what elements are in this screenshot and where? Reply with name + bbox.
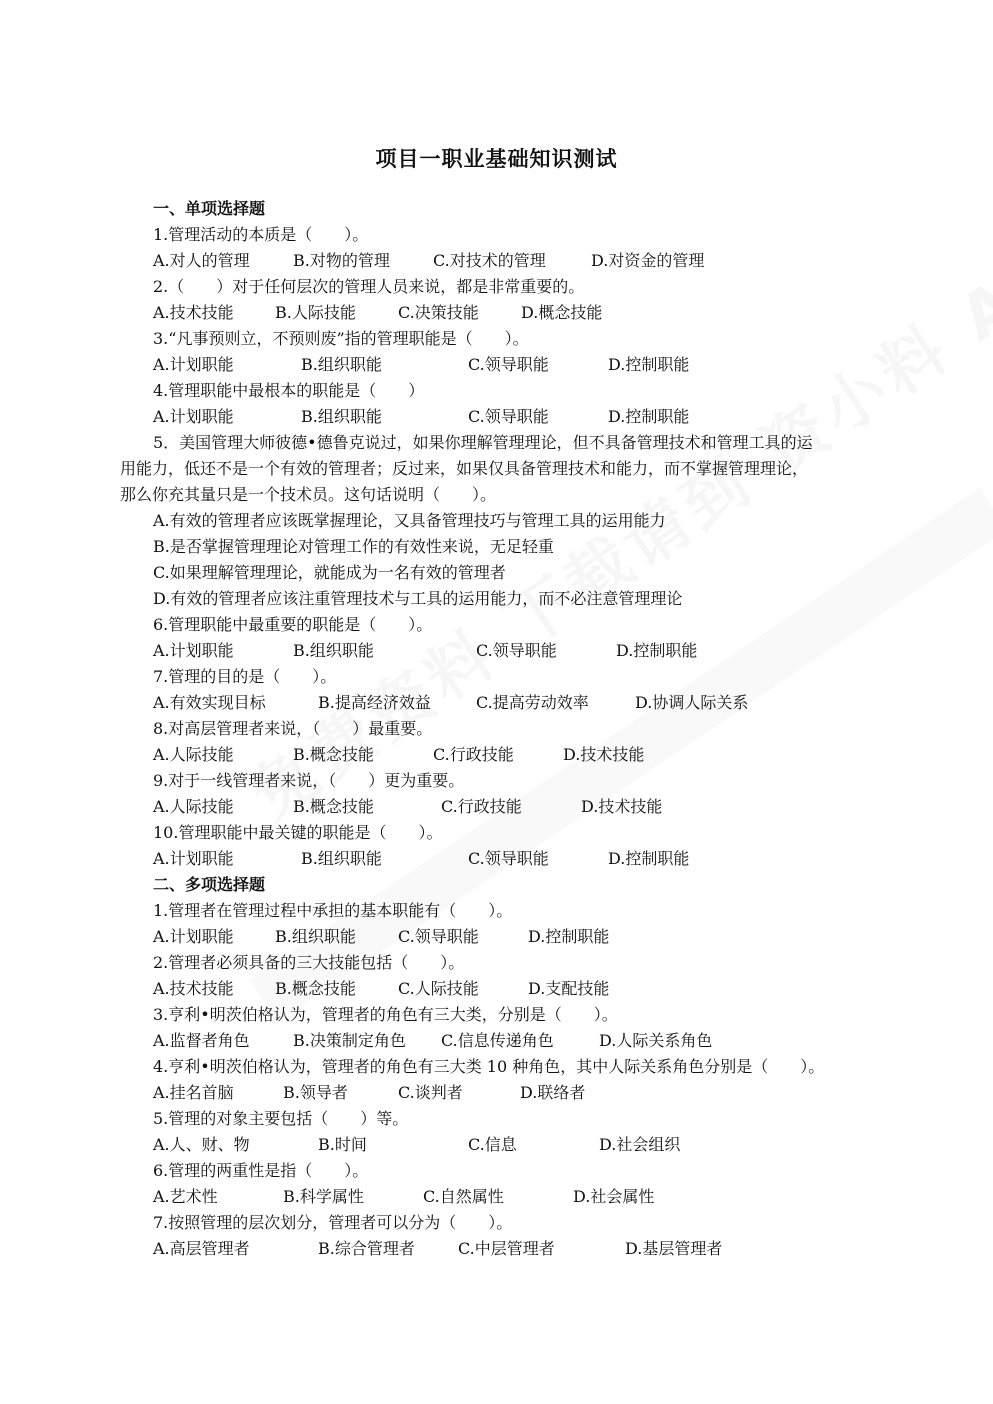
option: B.概念技能 xyxy=(275,979,356,998)
question-m1: 1.管理者在管理过程中承担的基本职能有（ ）。 xyxy=(153,901,513,920)
option: B.科学属性 xyxy=(283,1187,364,1206)
option: B.概念技能 xyxy=(293,797,374,816)
question-s8: 8.对高层管理者来说，（ ）最重要。 xyxy=(153,719,433,738)
question-m5: 5.管理的对象主要包括（ ）等。 xyxy=(153,1109,409,1128)
option: C.行政技能 xyxy=(441,797,522,816)
option: B.组织职能 xyxy=(293,641,374,660)
option-s5-a: A.有效的管理者应该既掌握理论，又具备管理技巧与管理工具的运用能力 xyxy=(153,511,666,530)
option: C.领导职能 xyxy=(468,849,549,868)
option: D.控制职能 xyxy=(616,641,698,660)
option: A.计划职能 xyxy=(153,355,234,374)
option: D.支配技能 xyxy=(528,979,610,998)
question-s10: 10.管理职能中最关键的职能是（ ）。 xyxy=(153,823,443,842)
section-heading-multi: 二、多项选择题 xyxy=(153,875,266,894)
option: D.人际关系角色 xyxy=(599,1031,713,1050)
option: A.计划职能 xyxy=(153,641,234,660)
option: D.控制职能 xyxy=(528,927,610,946)
option: D.基层管理者 xyxy=(625,1239,723,1258)
option: C.人际技能 xyxy=(398,979,479,998)
option: C.领导职能 xyxy=(398,927,479,946)
question-s5-line2: 用能力，低还不是一个有效的管理者；反过来，如果仅具备管理技术和能力，而不掌握管理理论， xyxy=(120,459,809,478)
option: D.技术技能 xyxy=(581,797,663,816)
option: D.对资金的管理 xyxy=(591,251,705,270)
option: C.提高劳动效率 xyxy=(476,693,589,712)
option: A.计划职能 xyxy=(153,927,234,946)
option: A.计划职能 xyxy=(153,407,234,426)
option: C.信息传递角色 xyxy=(441,1031,554,1050)
option: A.技术技能 xyxy=(153,303,234,322)
option: A.挂名首脑 xyxy=(153,1083,234,1102)
question-s7: 7.管理的目的是（ ）。 xyxy=(153,667,337,686)
question-s4: 4.管理职能中最根本的职能是（ ） xyxy=(153,381,425,400)
option: D.社会属性 xyxy=(573,1187,655,1206)
question-s2: 2.（ ）对于任何层次的管理人员来说，都是非常重要的。 xyxy=(153,277,585,296)
option: B.提高经济效益 xyxy=(318,693,431,712)
option-s5-d: D.有效的管理者应该注重管理技术与工具的运用能力，而不必注意管理理论 xyxy=(153,589,683,608)
option: C.信息 xyxy=(468,1135,517,1154)
option: C.对技术的管理 xyxy=(433,251,546,270)
option: A.人际技能 xyxy=(153,797,234,816)
option: B.人际技能 xyxy=(275,303,356,322)
option: D.技术技能 xyxy=(563,745,645,764)
option: B.对物的管理 xyxy=(293,251,390,270)
option: B.组织职能 xyxy=(275,927,356,946)
option: D.协调人际关系 xyxy=(635,693,749,712)
question-m2: 2.管理者必须具备的三大技能包括（ ）。 xyxy=(153,953,465,972)
question-s1: 1.管理活动的本质是（ ）。 xyxy=(153,225,369,244)
option: A.艺术性 xyxy=(153,1187,218,1206)
option: D.社会组织 xyxy=(599,1135,681,1154)
option-s5-b: B.是否掌握管理理论对管理工作的有效性来说，无足轻重 xyxy=(153,537,554,556)
option: A.人际技能 xyxy=(153,745,234,764)
option: C.中层管理者 xyxy=(458,1239,555,1258)
option: B.组织职能 xyxy=(301,355,382,374)
option: D.控制职能 xyxy=(608,355,690,374)
option: A.技术技能 xyxy=(153,979,234,998)
option: A.监督者角色 xyxy=(153,1031,250,1050)
option: D.概念技能 xyxy=(521,303,603,322)
option: C.领导职能 xyxy=(476,641,557,660)
option: C.自然属性 xyxy=(423,1187,504,1206)
question-s3: 3.“凡事预则立，不预则废”指的管理职能是（ ）。 xyxy=(153,329,529,348)
option: C.领导职能 xyxy=(468,355,549,374)
option: A.对人的管理 xyxy=(153,251,250,270)
option: A.人、财、物 xyxy=(153,1135,250,1154)
option: B.决策制定角色 xyxy=(293,1031,406,1050)
option: C.谈判者 xyxy=(398,1083,463,1102)
option: B.概念技能 xyxy=(293,745,374,764)
option: C.决策技能 xyxy=(398,303,479,322)
question-m6: 6.管理的两重性是指（ ）。 xyxy=(153,1161,369,1180)
question-s6: 6.管理职能中最重要的职能是（ ）。 xyxy=(153,615,433,634)
question-m3: 3.亨利•明茨伯格认为，管理者的角色有三大类，分别是（ ）。 xyxy=(153,1005,618,1024)
option: B.组织职能 xyxy=(301,849,382,868)
option: A.高层管理者 xyxy=(153,1239,250,1258)
option: B.时间 xyxy=(318,1135,367,1154)
question-m7: 7.按照管理的层次划分，管理者可以分为（ ）。 xyxy=(153,1213,513,1232)
section-heading-single: 一、单项选择题 xyxy=(153,199,266,218)
option: C.行政技能 xyxy=(433,745,514,764)
option: C.领导职能 xyxy=(468,407,549,426)
option: A.计划职能 xyxy=(153,849,234,868)
option: D.控制职能 xyxy=(608,849,690,868)
option-s5-c: C.如果理解管理理论，就能成为一名有效的管理者 xyxy=(153,563,506,582)
option: D.控制职能 xyxy=(608,407,690,426)
question-s9: 9.对于一线管理者来说，（ ）更为重要。 xyxy=(153,771,465,790)
option: D.联络者 xyxy=(520,1083,586,1102)
page-title: 项目一职业基础知识测试 xyxy=(375,147,618,171)
option: B.领导者 xyxy=(283,1083,348,1102)
question-s5-line1: 5．美国管理大师彼德•德鲁克说过，如果你理解管理理论，但不具备管理技术和管理工具的运 xyxy=(153,433,813,452)
question-m4: 4.亨利•明茨伯格认为，管理者的角色有三大类 10 种角色，其中人际关系角色分别是（ ）。 xyxy=(153,1057,825,1076)
option: B.组织职能 xyxy=(301,407,382,426)
option: B.综合管理者 xyxy=(318,1239,415,1258)
question-s5-line3: 那么你充其量只是一个技术员。这句话说明（ ）。 xyxy=(120,485,497,504)
option: A.有效实现目标 xyxy=(153,693,266,712)
